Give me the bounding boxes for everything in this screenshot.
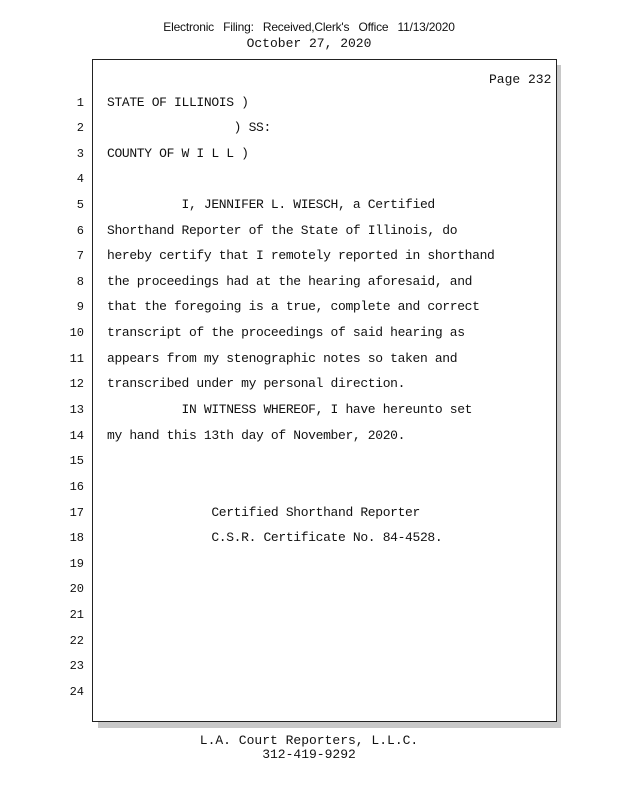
line-number: 10 [69, 326, 84, 340]
line-number: 14 [69, 429, 84, 443]
line-text: COUNTY OF W I L L ) [107, 146, 249, 161]
line-text: Certified Shorthand Reporter [107, 505, 420, 520]
line-number: 5 [76, 198, 84, 212]
line-text: transcribed under my personal direction. [107, 376, 406, 391]
line-text: Shorthand Reporter of the State of Illinois, do [107, 223, 458, 238]
footer-company: L.A. Court Reporters, L.L.C. [199, 733, 419, 748]
line-number: 20 [69, 582, 84, 596]
line-number: 17 [69, 506, 84, 520]
line-number: 24 [69, 685, 84, 699]
line-number: 19 [69, 557, 84, 571]
line-number: 12 [69, 377, 84, 391]
line-number: 18 [69, 531, 84, 545]
footer-phone: 312-419-9292 [262, 747, 356, 762]
line-number: 3 [76, 147, 84, 161]
line-text: ) SS: [107, 120, 271, 135]
line-number: 8 [76, 275, 84, 289]
line-number: 9 [76, 300, 84, 314]
line-number: 7 [76, 249, 84, 263]
line-number: 11 [69, 352, 84, 366]
line-text: STATE OF ILLINOIS ) [107, 95, 249, 110]
line-number: 6 [76, 224, 84, 238]
line-text: transcript of the proceedings of said hearing as [107, 325, 465, 340]
line-number: 22 [69, 634, 84, 648]
line-text: IN WITNESS WHEREOF, I have hereunto set [107, 402, 473, 417]
line-number: 15 [69, 454, 84, 468]
line-number: 4 [76, 172, 84, 186]
line-number: 23 [69, 659, 84, 673]
line-number: 16 [69, 480, 84, 494]
line-text: that the foregoing is a true, complete and correct [107, 299, 480, 314]
line-text: I, JENNIFER L. WIESCH, a Certified [107, 197, 435, 212]
filing-stamp: Electronic Filing: Received,Clerk's Office 11/13/2020 [163, 20, 455, 34]
line-text: my hand this 13th day of November, 2020. [107, 428, 406, 443]
line-number: 1 [76, 96, 84, 110]
line-number: 21 [69, 608, 84, 622]
line-text: the proceedings had at the hearing aforesaid, and [107, 274, 473, 289]
page-number: Page 232 [489, 72, 552, 87]
line-number: 13 [69, 403, 84, 417]
hearing-date: October 27, 2020 [246, 36, 372, 51]
line-text: appears from my stenographic notes so taken and [107, 351, 458, 366]
line-number: 2 [76, 121, 84, 135]
line-text: hereby certify that I remotely reported in shorthand [107, 248, 495, 263]
line-text: C.S.R. Certificate No. 84-4528. [107, 530, 443, 545]
